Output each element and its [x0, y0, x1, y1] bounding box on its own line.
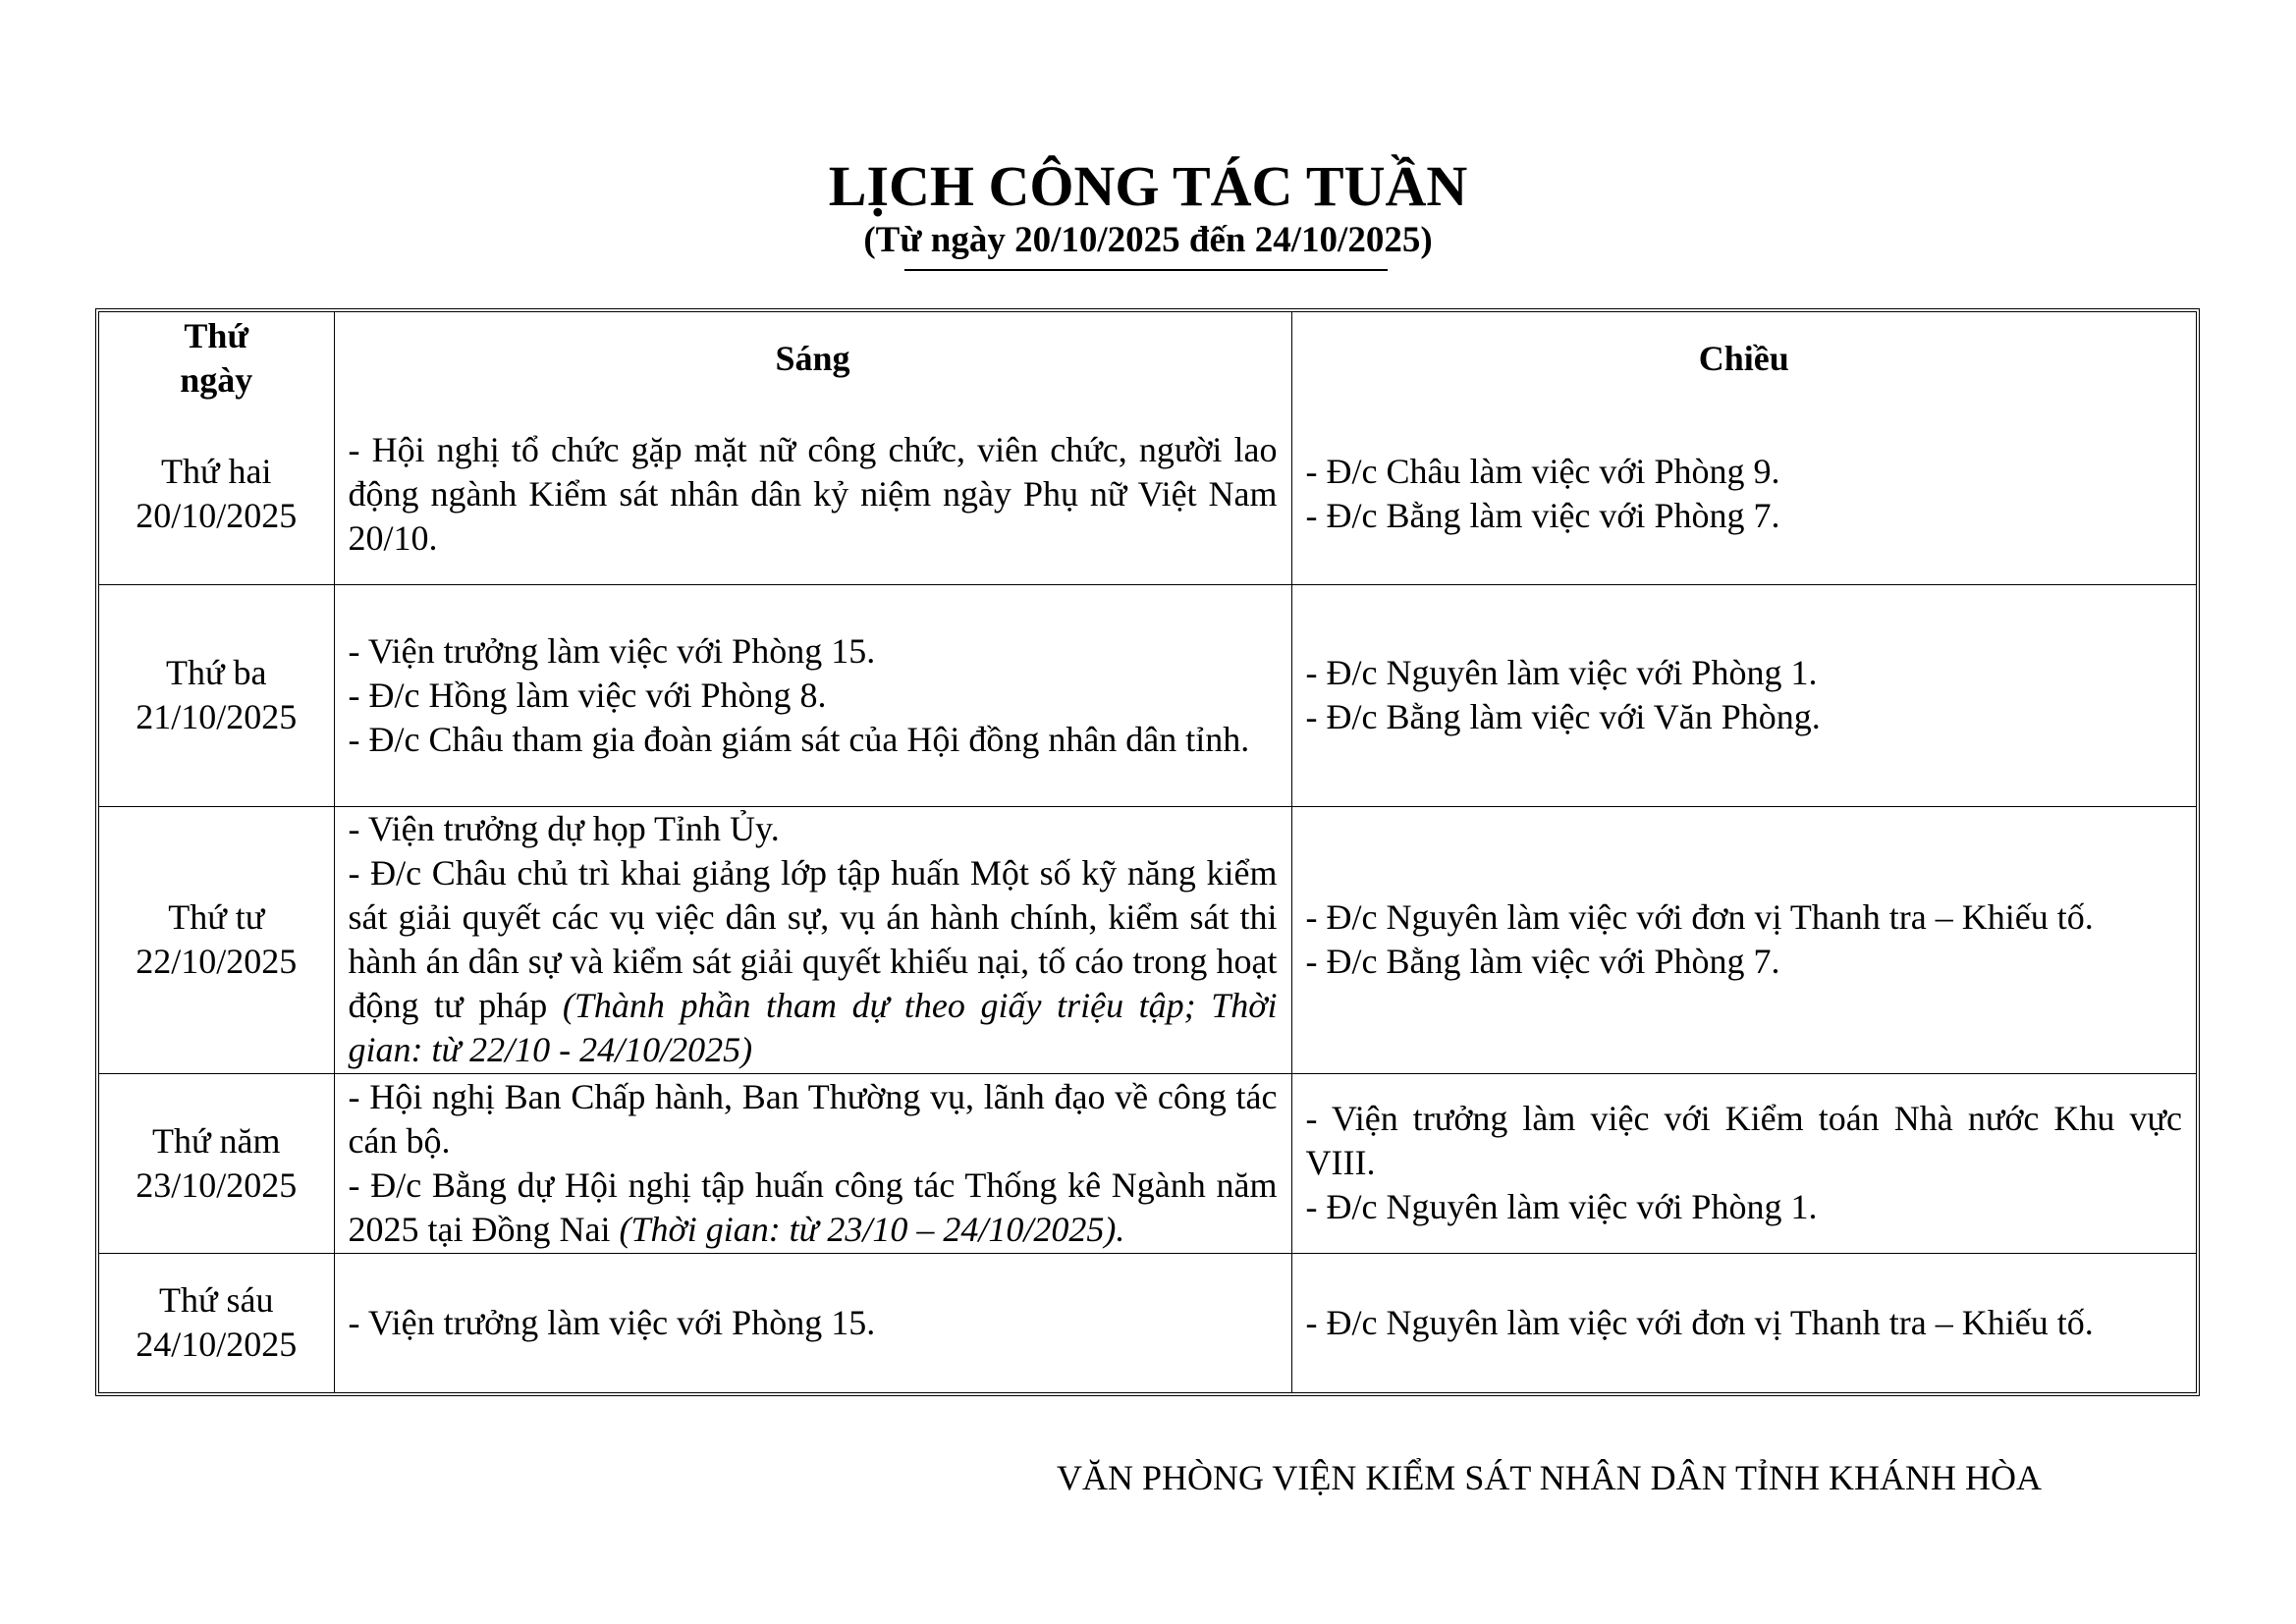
table-row	[99, 806, 2196, 1073]
morning-cell	[334, 806, 1291, 1073]
day-cell	[99, 1073, 334, 1253]
table-row	[99, 1073, 2196, 1253]
weekday-label: Thứ ba	[166, 653, 267, 692]
schedule-entry: - Đ/c Nguyên làm việc với đơn vị Thanh tra – Khiếu tố.	[1305, 1302, 2094, 1342]
schedule-entry: - Đ/c Châu tham gia đoàn giám sát của Hội đồng nhân dân tỉnh.	[348, 719, 1250, 759]
schedule-entry: - Hội nghị tổ chức gặp mặt nữ công chức, viên chức, người lao động ngành Kiểm sát nhân dân kỷ niệm ngày Phụ nữ Việt Nam 20/10.	[348, 429, 1278, 558]
schedule-entry-note: (Thành phần tham dự theo giấy triệu tập; Thời gian: từ 22/10 - 24/10/2025)	[348, 986, 1278, 1069]
table-row	[99, 1253, 2196, 1392]
schedule-entry-note: (Thời gian: từ 23/10 – 24/10/2025).	[619, 1209, 1125, 1249]
column-header-day	[99, 312, 334, 405]
column-header-afternoon: Chiều	[1291, 312, 2196, 405]
page-title: LỊCH CÔNG TÁC TUẦN	[828, 154, 1468, 218]
weekday-label: Thứ hai	[161, 452, 272, 492]
afternoon-cell	[1291, 1253, 2196, 1392]
schedule-entry: - Đ/c Bằng làm việc với Phòng 7.	[1305, 942, 1780, 981]
date-label: 21/10/2025	[136, 697, 298, 736]
date-label: 24/10/2025	[136, 1325, 298, 1365]
column-header-day-line: ngày	[180, 360, 253, 400]
schedule-entry: - Đ/c Châu làm việc với Phòng 9.	[1305, 452, 1780, 492]
schedule-entry: - Đ/c Nguyên làm việc với Phòng 1.	[1305, 1187, 1818, 1226]
schedule-entry: - Hội nghị Ban Chấp hành, Ban Thường vụ, lãnh đạo về công tác cán bộ.	[348, 1076, 1278, 1161]
day-cell	[99, 806, 334, 1073]
schedule-entry: - Viện trưởng làm việc với Phòng 15.	[348, 630, 876, 671]
column-header-day-line: Thứ	[184, 316, 249, 355]
weekday-label: Thứ năm	[152, 1120, 281, 1161]
schedule-entry-text: - Đ/c Châu chủ trì khai giảng lớp tập huấn Một số kỹ năng kiểm sát giải quyết các vụ việc dân sự, vụ án hành chính, kiểm sát thi hành án dân sự và kiểm sát giải quyết khiếu nại, tố cáo trong hoạt động tư pháp	[348, 853, 1278, 1025]
schedule-entry	[349, 1164, 1278, 1252]
day-cell	[99, 1253, 334, 1392]
schedule-entry-text: - Đ/c Bằng dự Hội nghị tập huấn công tác Thống kê Ngành năm 2025 tại Đồng Nai	[348, 1164, 1278, 1249]
subtitle-underline	[904, 269, 1388, 271]
date-range-subtitle: (Từ ngày 20/10/2025 đến 24/10/2025)	[863, 220, 1433, 260]
schedule-entry: - Viện trưởng làm việc với Kiểm toán Nhà nước Khu vực VIII.	[1305, 1099, 2182, 1182]
schedule-table-frame	[95, 308, 2200, 1396]
morning-cell	[334, 1253, 1291, 1392]
table-row	[99, 405, 2196, 584]
schedule-entry: - Đ/c Bằng làm việc với Văn Phòng.	[1305, 697, 1821, 736]
weekday-label: Thứ sáu	[159, 1280, 274, 1321]
schedule-entry	[349, 851, 1278, 1072]
weekly-schedule-table	[99, 312, 2196, 1392]
morning-cell	[334, 405, 1291, 584]
schedule-entry: - Đ/c Hồng làm việc với Phòng 8.	[348, 675, 827, 715]
date-label: 23/10/2025	[136, 1164, 298, 1205]
weekday-label: Thứ tư	[168, 897, 265, 937]
table-row	[99, 584, 2196, 806]
schedule-entry: - Đ/c Nguyên làm việc với đơn vị Thanh tra – Khiếu tố.	[1305, 897, 2094, 937]
schedule-entry: - Viện trưởng làm việc với Phòng 15.	[348, 1302, 876, 1342]
afternoon-cell	[1291, 806, 2196, 1073]
column-header-morning: Sáng	[334, 312, 1291, 405]
table-header-row	[99, 312, 2196, 405]
schedule-entry: - Viện trưởng dự họp Tỉnh Ủy.	[348, 809, 780, 848]
afternoon-cell	[1291, 405, 2196, 584]
date-label: 20/10/2025	[136, 496, 298, 536]
date-label: 22/10/2025	[136, 942, 298, 981]
afternoon-cell	[1291, 1073, 2196, 1253]
issuing-office-signature: VĂN PHÒNG VIỆN KIỂM SÁT NHÂN DÂN TỈNH KHÁNH HÒA	[1057, 1458, 2042, 1497]
day-cell	[99, 405, 334, 584]
morning-cell	[334, 1073, 1291, 1253]
morning-cell	[334, 584, 1291, 806]
day-cell	[99, 584, 334, 806]
schedule-entry: - Đ/c Bằng làm việc với Phòng 7.	[1305, 496, 1780, 536]
schedule-entry: - Đ/c Nguyên làm việc với Phòng 1.	[1305, 653, 1818, 692]
afternoon-cell	[1291, 584, 2196, 806]
